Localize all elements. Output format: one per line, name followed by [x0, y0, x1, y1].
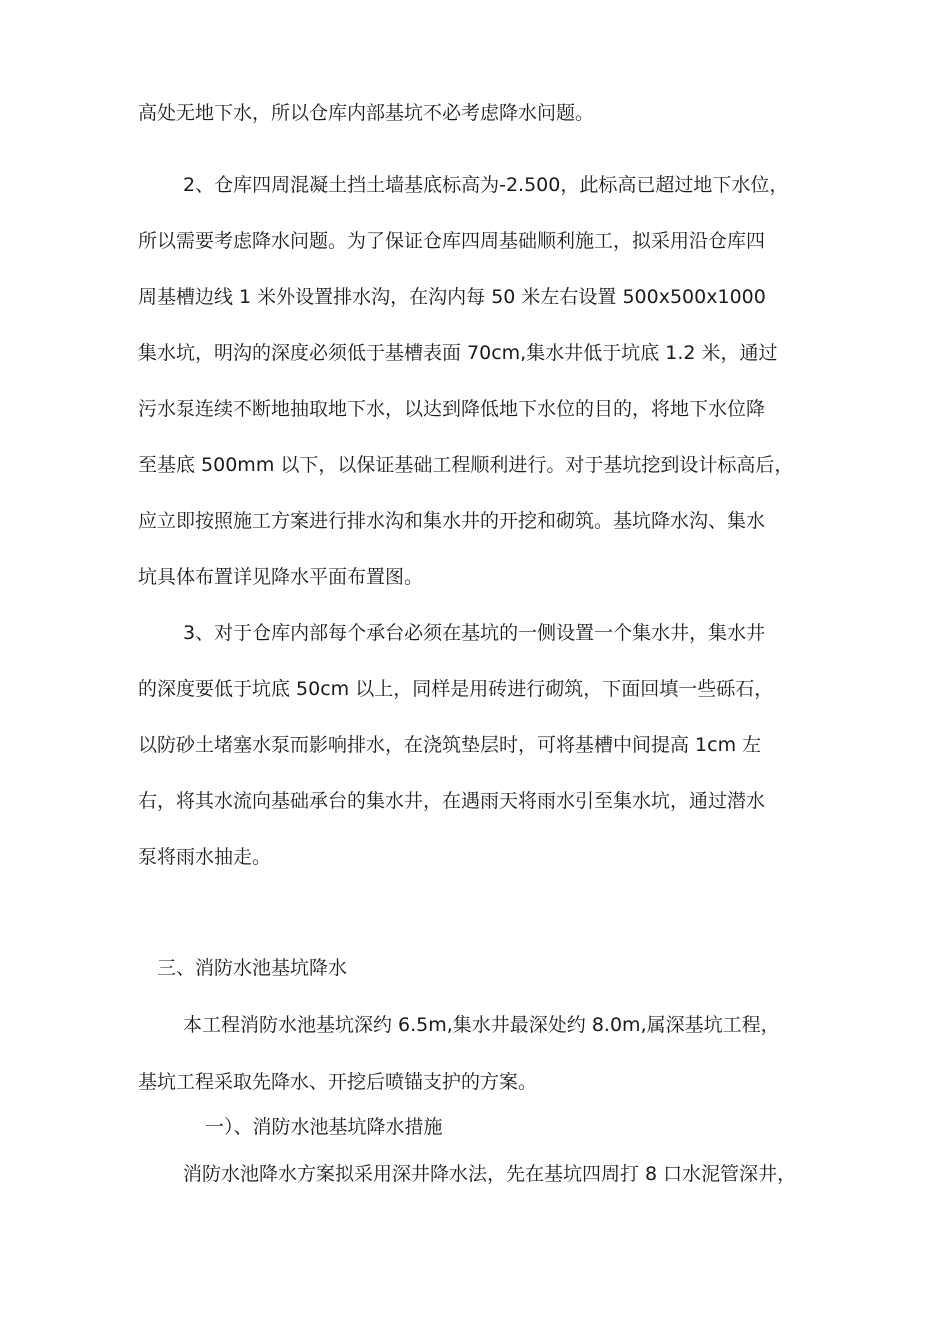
text-line: 周基槽边线 1 米外设置排水沟，在沟内每 50 米左右设置 500x500x1000 [138, 286, 766, 308]
text-line: 应立即按照施工方案进行排水沟和集水井的开挖和砌筑。基坑降水沟、集水 [138, 510, 766, 532]
subsection-heading: 一）、消防水池基坑降水措施 [205, 1116, 443, 1138]
text-line: 以防砂土堵塞水泵而影响排水，在浇筑垫层时，可将基槽中间提高 1cm 左 [138, 734, 762, 756]
text-line: 的深度要低于坑底 50cm 以上，同样是用砖进行砌筑，下面回填一些砾石， [138, 678, 774, 700]
text-line: 坑具体布置详见降水平面布置图。 [138, 566, 424, 588]
text-line: 至基底 500mm 以下，以保证基础工程顺利进行。对于基坑挖到设计标高后， [138, 454, 794, 476]
text-line: 基坑工程采取先降水、开挖后喷锚支护的方案。 [138, 1071, 538, 1093]
section-heading: 三、消防水池基坑降水 [157, 957, 348, 979]
text-line: 集水坑，明沟的深度必须低于基槽表面 70cm,集水井低于坑底 1.2 米，通过 [138, 342, 778, 364]
text-line: 高处无地下水，所以仓库内部基坑不必考虑降水问题。 [138, 102, 595, 124]
text-line: 2、仓库四周混凝土挡土墙基底标高为-2.500，此标高已超过地下水位， [183, 174, 789, 196]
text-line: 本工程消防水池基坑深约 6.5m,集水井最深处约 8.0m,属深基坑工程， [183, 1014, 780, 1036]
text-line: 所以需要考虑降水问题。为了保证仓库四周基础顺利施工，拟采用沿仓库四 [138, 230, 766, 252]
text-line: 污水泵连续不断地抽取地下水，以达到降低地下水位的目的，将地下水位降 [138, 398, 766, 420]
text-line: 右，将其水流向基础承台的集水井，在遇雨天将雨水引至集水坑，通过潜水 [138, 790, 766, 812]
text-line: 消防水池降水方案拟采用深井降水法，先在基坑四周打 8 口水泥管深井， [183, 1163, 797, 1185]
text-line: 3、对于仓库内部每个承台必须在基坑的一侧设置一个集水井，集水井 [183, 622, 766, 644]
text-line: 泵将雨水抽走。 [138, 846, 272, 868]
